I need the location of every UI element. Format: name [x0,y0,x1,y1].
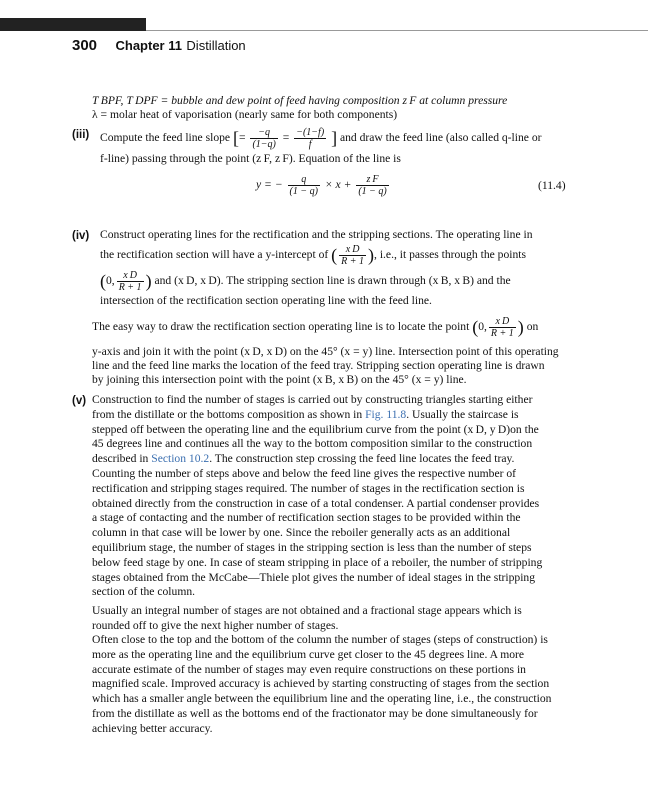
step-v-line: equilibrium stage, the number of stages in the stripping section is less than the number of steps [92,540,532,554]
step-iii-label: (iii) [72,129,90,141]
running-header [72,37,246,55]
step-v-label: (v) [72,395,87,407]
easy-way-line1: The easy way to draw the rectification section operating line is to locate the point (0, $\frac{\text{x D}}{R + 1}$ ) on [92,316,539,339]
step-v-line: stages obtained from the McCabe—Thiele plot gives the number of ideal stages in the stripping [92,570,536,584]
step-v-line: obtained directly from the construction in case of a total condenser. A partial condenser provides [92,496,540,510]
step-iv-line3: (0, $\frac{\text{x D}}{R + 1}$ ) and (x D, x D). The stripping section line is drawn through (x B, x B) and the [100,270,511,293]
chapter-label: Chapter 11 [115,38,182,53]
step-v-line: stepped off between the operating line and the equilibrium curve from the point (x D, y D)on the [92,422,539,436]
chapter-title: Distillation [186,38,246,53]
closing-paragraph-1: Usually an integral number of stages are not obtained and a fractional stage appears which is rounded off to give the next higher number of stages. [92,604,522,632]
closing-paragraph-2: Often close to the top and the bottom of the column the number of stages (steps of construction) is more as the operating line and the equilibrium curve get closer to the 45 degrees line. A more accurate estimate of the number of stages may even require constructions on these portions in magnified scale. Improved accuracy is achieved by starting constructing of stages from the section which has a smaller angle between the equilibrium line and the operating line, i.e., the construction from the distillate as well as the bottoms end of the fractionator may be done simultaneously for achieving better accuracy. [92,633,552,735]
easy-way-line2: y-axis and join it with the point (x D, x D) on the 45° (x = y) line. Intersection point of this operating [92,345,559,358]
equation-number: (11.4) [538,179,566,192]
step-v-line: Construction to find the number of stages is carried out by constructing triangles starting either [92,393,533,406]
page-number: 300 [72,37,98,54]
step-v-line: Counting the number of steps above and below the feed line gives the respective number of [92,466,517,480]
step-v-line: 45 degrees line and continues all the way to the bottom composition similar to the construction [92,437,533,451]
definition-lambda: λ = molar heat of vaporisation (nearly same for both components) [92,108,398,121]
header-bar [0,18,146,31]
definition-bubble-dew: T BPF, T DPF = bubble and dew point of feed having composition z F at column pressure [92,94,508,107]
section-link[interactable]: Section 10.2 [151,452,210,466]
step-v-paragraph [92,393,562,600]
figure-link[interactable]: Fig. 11.8 [365,407,407,421]
step-v-line: rectification and stripping stages required. The number of stages in the rectification section is [92,481,525,495]
easy-way-line3: line and the feed line marks the location of the feed tray. Stripping section operating line is drawn [92,359,545,372]
step-iii-line1: Compute the feed line slope [= $\frac{-q}{(1-q)}$ = $\frac{-(1-f)}{f}$ ] and draw the feed line (also called q-line or [100,127,542,150]
step-v-line: described in Section 10.2. The construction step crossing the feed line locates the feed tray. [92,452,515,466]
easy-way-line4: by joining this intersection point with the point (x B, x B) on the 45° (x = y) line. [92,373,467,386]
step-v-line: a stage of contacting and the number of rectification section stages to be provided within the [92,511,521,525]
step-iv-line4: intersection of the rectification section operating line with the feed line. [100,294,432,307]
step-v-line: from the distillate or the bottoms composition as shown in Fig. 11.8. Usually the staircase is [92,407,519,421]
equation-11-4: y = − $\frac{q}{(1 - q)}$ × x + $\frac{\text{z F}}{(1 - q)}$ [256,174,387,197]
step-iv-line2: the rectification section will have a y-intercept of ( $\frac{\text{x D}}{R + 1}$ ), i.e., it passes through the points [100,244,527,267]
header-rule [146,30,648,31]
step-v-line: section of the column. [92,585,196,599]
step-iii-line2: f-line) passing through the point (z F, z F). Equation of the line is [100,152,401,165]
step-v-line: below feed stage by one. In case of steam stripping in place of a reboiler, the number of stripping [92,555,543,569]
step-v-line: column in that case will be lower by one. Since the reboiler generally acts as an additional [92,526,511,540]
step-iv-line1: Construct operating lines for the rectification and the stripping sections. The operating line in [100,228,533,241]
step-iv-label: (iv) [72,230,90,242]
